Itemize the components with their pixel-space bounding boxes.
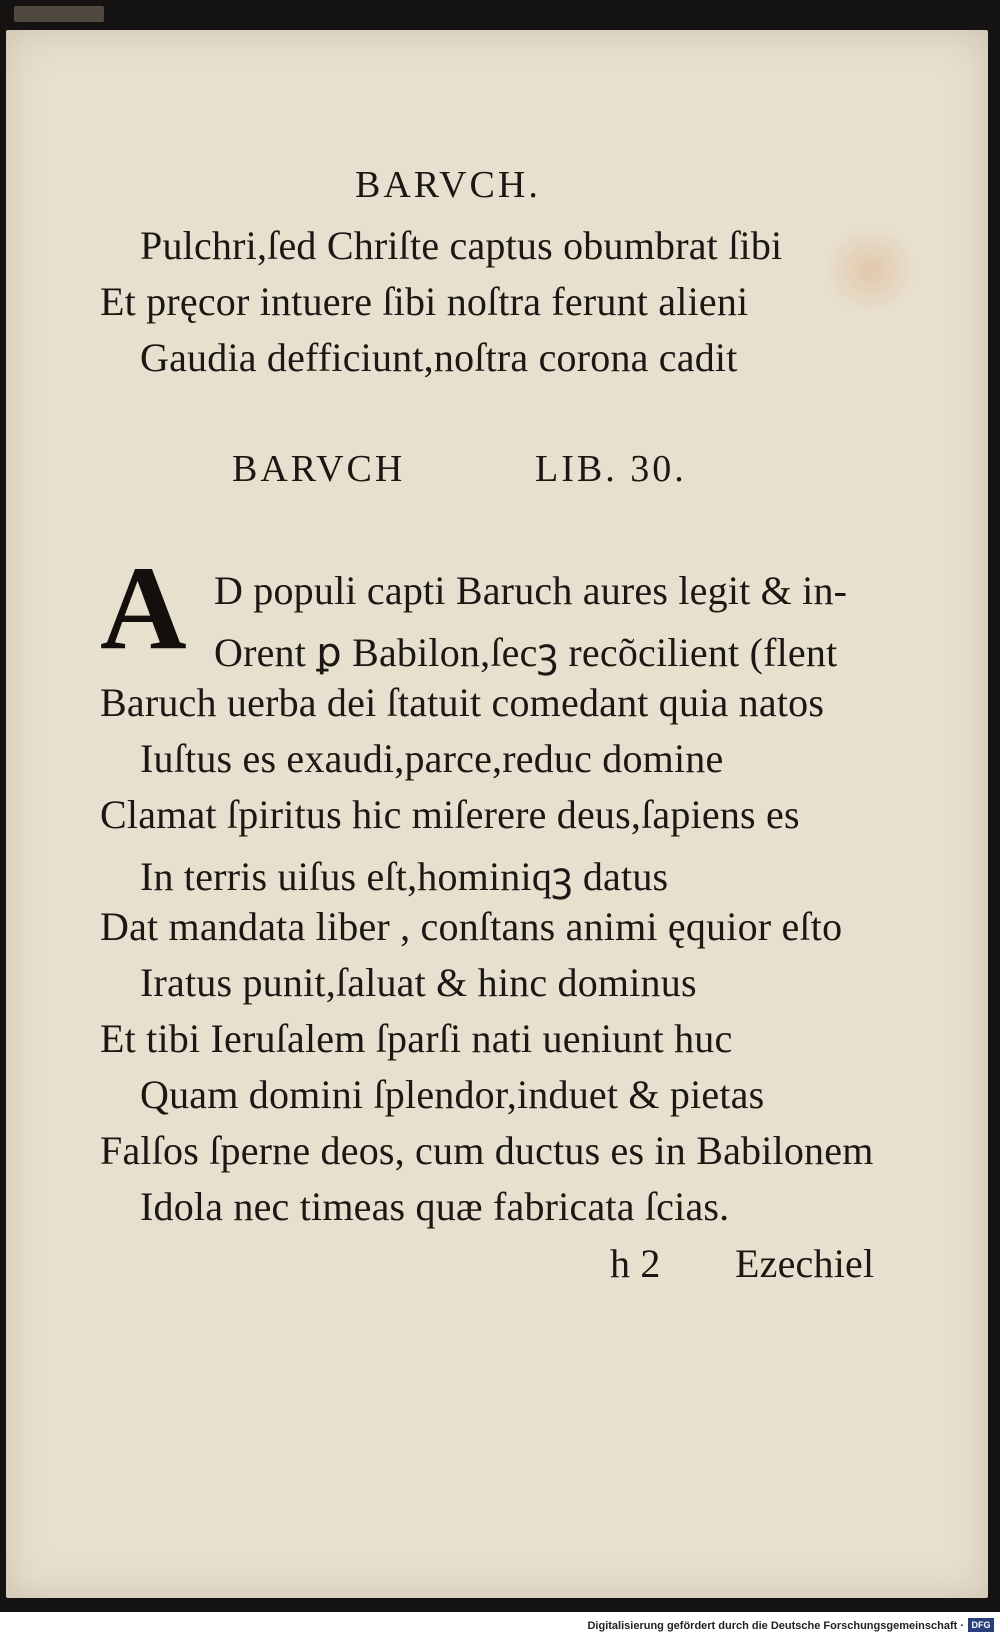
verse-line: Gaudia defficiunt,noſtra corona cadit [140, 335, 738, 380]
scan-label-tag [14, 6, 104, 22]
body-line: Dat mandata liber , conſtans animi ęquior eſto [100, 904, 843, 949]
book-number: LIB. 30. [535, 448, 687, 490]
funding-credit: Digitalisierung gefördert durch die Deutsche Forschungsgemeinschaft · [587, 1620, 964, 1632]
body-line: Clamat ſpiritus hic miſerere deus,ſapiens es [100, 792, 800, 837]
verse-line: Pulchri,ſed Chriſte captus obumbrat ſibi [140, 223, 783, 268]
body-line: D populi capti Baruch aures legit & in- [214, 568, 848, 613]
body-line: Falſos ſperne deos, cum ductus es in Babilonem [100, 1128, 874, 1173]
drop-cap: A [100, 541, 187, 674]
body-line: Idola nec timeas quæ fabricata ſcias. [140, 1184, 730, 1229]
paper-stain [823, 225, 918, 315]
body-line: Quam domini ſplendor,induet & pietas [140, 1072, 765, 1117]
body-line: Orent ꝑ Babilon,ſecꝫ recõcilient (flent [214, 630, 838, 675]
catchword: Ezechiel [735, 1241, 875, 1286]
section-heading: BARVCH [232, 448, 406, 490]
signature-mark: h 2 [610, 1241, 661, 1286]
body-line: Et tibi Ieruſalem ſparſi nati ueniunt huc [100, 1016, 733, 1061]
verse-line: Et pręcor intuere ſibi noſtra ferunt alieni [100, 279, 749, 324]
page-heading: BARVCH. [355, 164, 541, 206]
body-line: In terris uiſus eſt,hominiqꝫ datus [140, 854, 669, 899]
dfg-logo-badge: DFG [968, 1618, 994, 1632]
body-line: Baruch uerba dei ſtatuit comedant quia natos [100, 680, 825, 725]
body-line: Iratus punit,ſaluat & hinc dominus [140, 960, 697, 1005]
body-line: Iuſtus es exaudi,parce,reduc domine [140, 736, 724, 781]
